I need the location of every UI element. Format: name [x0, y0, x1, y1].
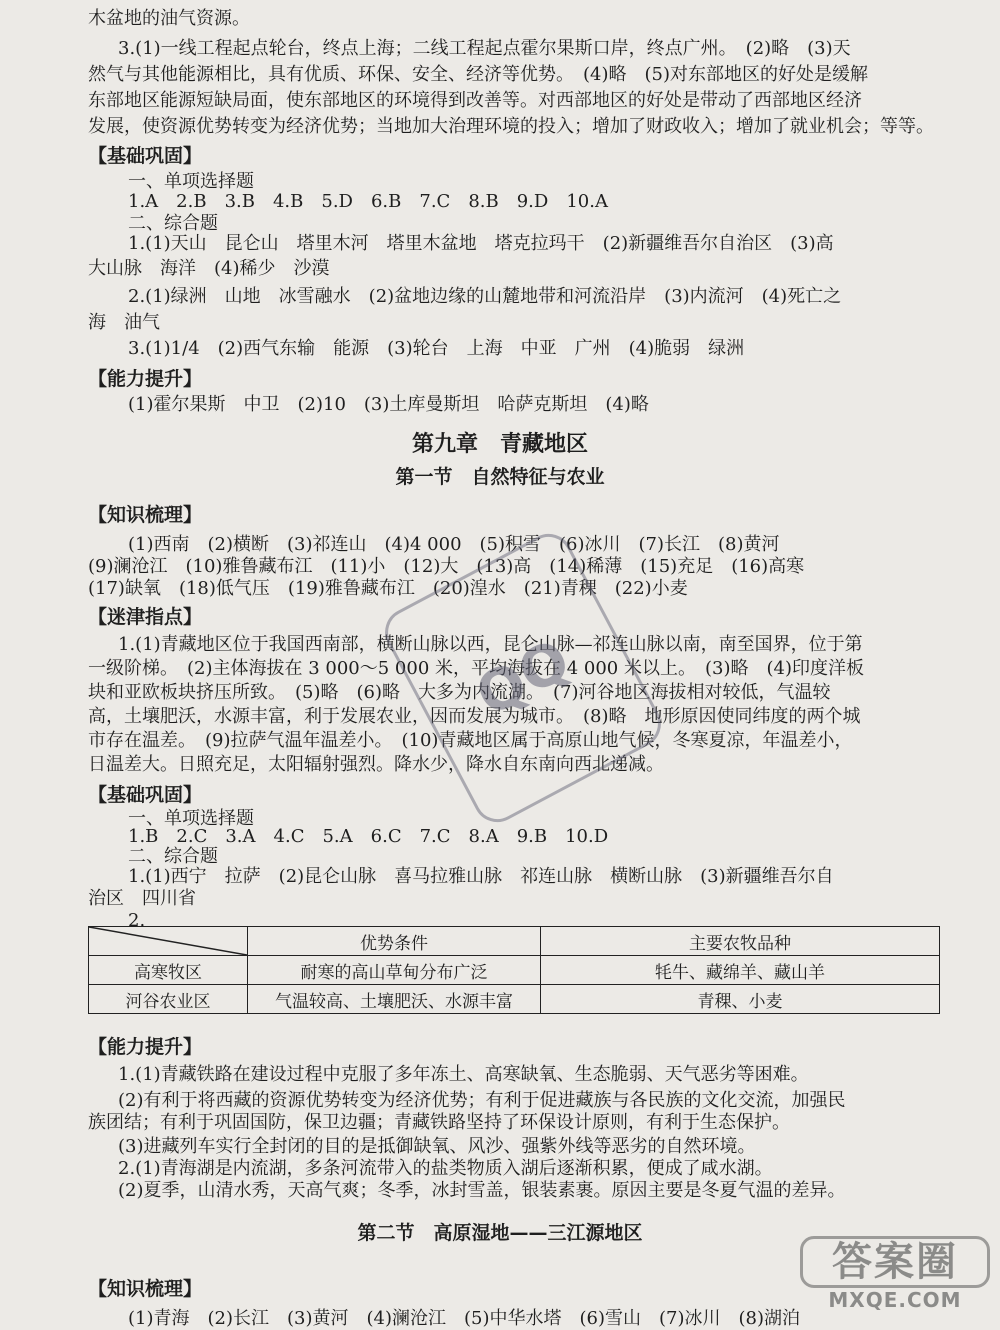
text-line: (2)夏季，山清水秀，天高气爽；冬季，冰封雪盖，银装素裹。原因主要是冬夏气温的差异。: [118, 1180, 846, 1201]
text-line: 市存在温差。 (9)拉萨气温年温差小。 (10)青藏地区属于高原山地气候，冬寒夏凉，年温差小，: [88, 730, 853, 751]
text-line: 2.(1)青海湖是内流湖，多条河流带入的盐类物质入湖后逐渐积累，便成了咸水湖。: [118, 1158, 773, 1179]
text-line: 1.(1)青藏铁路在建设过程中克服了多年冻土、高寒缺氧、生态脆弱、天气恶劣等困难。: [118, 1064, 809, 1085]
text-line: 海 油气: [88, 312, 160, 333]
text-line: 1.(1)西宁 拉萨 (2)昆仑山脉 喜马拉雅山脉 祁连山脉 横断山脉 (3)新疆维吾尔自: [128, 866, 834, 887]
table-header: 优势条件: [248, 927, 541, 956]
section-heading: 【知识梳理】: [88, 1278, 203, 1300]
text-line: 高，土壤肥沃，水源丰富，利于发展农业，因而发展为城市。 (8)略 地形原因使同纬度的两个城: [88, 706, 861, 727]
section-heading: 【能力提升】: [88, 368, 203, 390]
text-line: 3.(1)一线工程起点轮台，终点上海；二线工程起点霍尔果斯口岸，终点广州。 (2)略 (3)天: [118, 38, 851, 59]
section-heading: 【能力提升】: [88, 1036, 203, 1058]
section-heading: 【知识梳理】: [88, 504, 203, 526]
section-heading: 【基础巩固】: [88, 145, 203, 167]
text-line: (9)澜沧江 (10)雅鲁藏布江 (11)小 (12)大 (13)高 (14)稀薄 (15)充足 (16)高寒: [88, 556, 805, 577]
table-header-row: [89, 927, 940, 956]
text-line: (2)有利于将西藏的资源优势转变为经济优势；有利于促进藏族与各民族的文化交流，加强民: [118, 1090, 846, 1111]
text-line: 木盆地的油气资源。: [88, 8, 250, 29]
section-title: 第二节 高原湿地——三江源地区: [357, 1222, 643, 1244]
text-line: 2.(1)绿洲 山地 冰雪融水 (2)盆地边缘的山麓地带和河流沿岸 (3)内流河 (4)死亡之: [128, 286, 842, 307]
text-line: 块和亚欧板块挤压所致。 (5)略 (6)略 大多为内流湖。 (7)河谷地区海拔相对较低，气温较: [88, 682, 831, 703]
text-line: 治区 四川省: [88, 888, 196, 909]
table-cell: 高寒牧区: [89, 956, 248, 985]
text-line: 日温差大。日照充足，太阳辐射强烈。降水少，降水自东南向西北递减。: [88, 754, 664, 775]
logo-url: MXQE.COM: [828, 1288, 962, 1312]
table-row: [89, 985, 940, 1014]
text-line: 1.(1)青藏地区位于我国西南部，横断山脉以西，昆仑山脉—祁连山脉以南，南至国界，位于第: [118, 634, 863, 655]
text-line: 一、单项选择题: [128, 171, 254, 192]
text-line: 然气与其他能源相比，具有优质、环保、安全、经济等优势。 (4)略 (5)对东部地区的好处是缓解: [88, 64, 868, 85]
text-line: 东部地区能源短缺局面，使东部地区的环境得到改善等。对西部地区的好处是带动了西部地区经济: [88, 90, 862, 111]
table-cell: 牦牛、藏绵羊、藏山羊: [541, 956, 940, 985]
section-heading: 【基础巩固】: [88, 784, 203, 806]
table-cell: 气温较高、土壤肥沃、水源丰富: [248, 985, 541, 1014]
text-line: (3)进藏列车实行全封闭的目的是抵御缺氧、风沙、强紫外线等恶劣的自然环境。: [118, 1136, 756, 1157]
site-logo: [800, 1236, 990, 1320]
farming-table: [88, 926, 940, 1014]
text-line: (1)青海 (2)长江 (3)黄河 (4)澜沧江 (5)中华水塔 (6)雪山 (7)冰川 (8)湖泊: [128, 1308, 800, 1329]
text-line: 3.(1)1/4 (2)西气东输 能源 (3)轮台 上海 中亚 广州 (4)脆弱 绿洲: [128, 338, 745, 359]
text-line: 族团结；有利于巩固国防，保卫边疆；青藏铁路坚持了环保设计原则，有利于生态保护。: [88, 1112, 790, 1133]
table-row: [89, 956, 940, 985]
table-corner-cell: [89, 927, 248, 956]
text-line: 1.(1)天山 昆仑山 塔里木河 塔里木盆地 塔克拉玛干 (2)新疆维吾尔自治区 (3)高: [128, 233, 834, 254]
section-heading: 【迷津指点】: [88, 606, 203, 628]
text-line: 1.A 2.B 3.B 4.B 5.D 6.B 7.C 8.B 9.D 10.A: [128, 191, 608, 212]
watermark-stamp: QQ: [377, 525, 670, 830]
logo-text: 答案圈: [800, 1236, 990, 1288]
text-line: 一级阶梯。 (2)主体海拔在 3 000～5 000 米，平均海拔在 4 000 米以上。 (3)略 (4)印度洋板: [88, 658, 864, 679]
chapter-title: 第九章 青藏地区: [411, 432, 588, 457]
text-line: 大山脉 海洋 (4)稀少 沙漠: [88, 258, 330, 279]
table-cell: 青稞、小麦: [541, 985, 940, 1014]
text-line: 二、综合题: [128, 846, 218, 867]
table-cell: 河谷农业区: [89, 985, 248, 1014]
text-line: 2.: [128, 910, 146, 931]
text-line: 一、单项选择题: [128, 808, 254, 829]
table-header: 主要农牧品种: [541, 927, 940, 956]
diagonal-line: [89, 927, 247, 955]
text-line: (1)西南 (2)横断 (3)祁连山 (4)4 000 (5)积雪 (6)冰川 (7)长江 (8)黄河: [128, 534, 780, 555]
text-line: (17)缺氧 (18)低气压 (19)雅鲁藏布江 (20)湟水 (21)青稞 (22)小麦: [88, 578, 688, 599]
text-line: 二、综合题: [128, 213, 218, 234]
text-line: (1)霍尔果斯 中卫 (2)10 (3)土库曼斯坦 哈萨克斯坦 (4)略: [128, 394, 649, 415]
text-line: 1.B 2.C 3.A 4.C 5.A 6.C 7.C 8.A 9.B 10.D: [128, 826, 609, 847]
section-title: 第一节 自然特征与农业: [395, 466, 605, 488]
table-cell: 耐寒的高山草甸分布广泛: [248, 956, 541, 985]
text-line: 发展，使资源优势转变为经济优势；当地加大治理环境的投入；增加了财政收入；增加了就业机会；等等。: [88, 116, 934, 137]
